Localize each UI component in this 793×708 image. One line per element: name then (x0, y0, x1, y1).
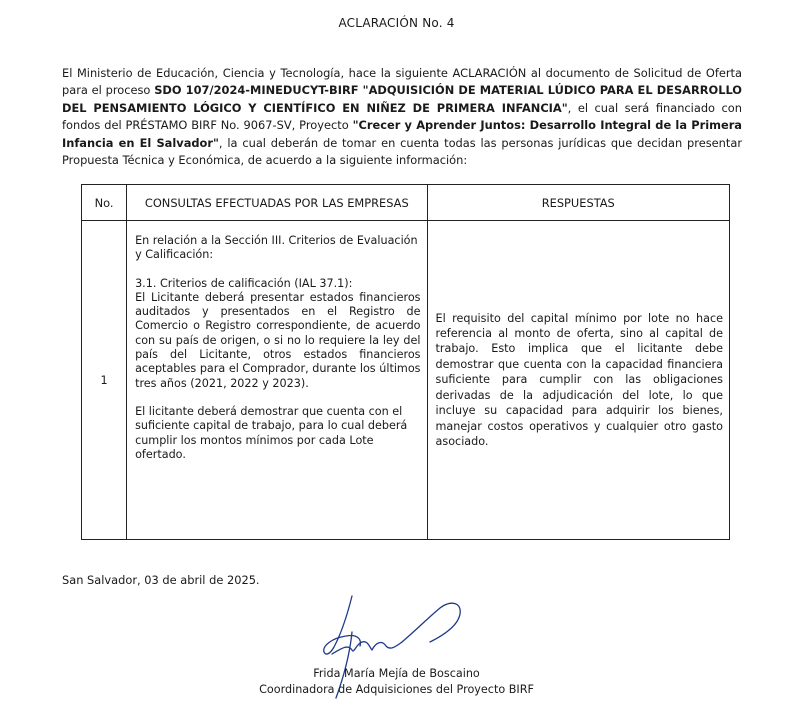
consulta-cell (127, 221, 427, 540)
intro-text-1: El Ministerio de Educación, Ciencia y Tecnología, hace la siguiente ACLARACIÓN al documento de Solicitud de Oferta para el proceso (62, 66, 742, 98)
header-respuestas: RESPUESTAS (427, 185, 729, 221)
intro-text-3: , la cual deberán de tomar en cuenta todas las personas jurídicas que decidan presentar Propuesta Técnica y Económica, de acuerdo a la siguiente información: (62, 135, 742, 168)
table-header-row (82, 185, 730, 221)
intro-process-name: SDO 107/2024-MINEDUCYT-BIRF "ADQUISICIÓN DE MATERIAL LÚDICO PARA EL DESARROLLO DEL PENSAMIENTO LÓGICO Y CIENTÍFICO EN NIÑEZ DE PRIMERA INFANCIA" (62, 83, 742, 115)
consulta-criteria-body: El Licitante deberá presentar estados financieros auditados y presentados en el Registro de Comercio o Registro correspondiente, de acuerdo con su país de origen, o si no lo requiere la ley del país del Licitante, otros estados financieros aceptables para el Comprador, durante los últimos tres años (2021, 2022 y 2023). (135, 290, 421, 390)
consulta-paragraph-3: El licitante deberá demostrar que cuenta con el suficiente capital de trabajo, para lo cual deberá cumplir los montos mínimos por cada Lote ofertado. (135, 404, 408, 461)
consulta-paragraph-1: En relación a la Sección III. Criterios de Evaluación y Calificación: (135, 234, 418, 262)
consulta-paragraph-2 (135, 277, 420, 391)
header-consultas: CONSULTAS EFECTUADAS POR LAS EMPRESAS (127, 185, 427, 221)
document-title: ACLARACIÓN No. 4 (338, 16, 455, 30)
clarification-table (81, 184, 730, 540)
respuesta-cell: El requisito del capital mínimo por lote no hace referencia al monto de oferta, sino al capital de trabajo. Esto implica que el licitante debe demostrar que cuenta con la capacidad financiera suficiente para cumplir con las obligaciones derivadas de la adjudicación del lote, lo que incluye su capacidad para adquirir los bienes, manejar costos operativos y cualquier otro gasto asociado. (427, 221, 729, 540)
intro-paragraph (62, 65, 742, 169)
intro-text-2: , el cual será financiado con fondos del PRÉSTAMO BIRF No. 9067-SV, Proyecto (62, 100, 742, 133)
row-number: 1 (82, 221, 127, 540)
signer-role: Coordinadora de Adquisiciones del Proyecto BIRF (259, 683, 534, 696)
signer-name: Frida María Mejía de Boscaino (313, 667, 480, 680)
header-no: No. (82, 185, 127, 221)
consulta-criteria-title: 3.1. Criterios de calificación (IAL 37.1): (135, 276, 353, 290)
table-row (82, 221, 730, 540)
place-date: San Salvador, 03 de abril de 2025. (62, 573, 260, 587)
intro-project-name: "Crecer y Aprender Juntos: Desarrollo Integral de la Primera Infancia en El Salvador" (62, 118, 742, 150)
